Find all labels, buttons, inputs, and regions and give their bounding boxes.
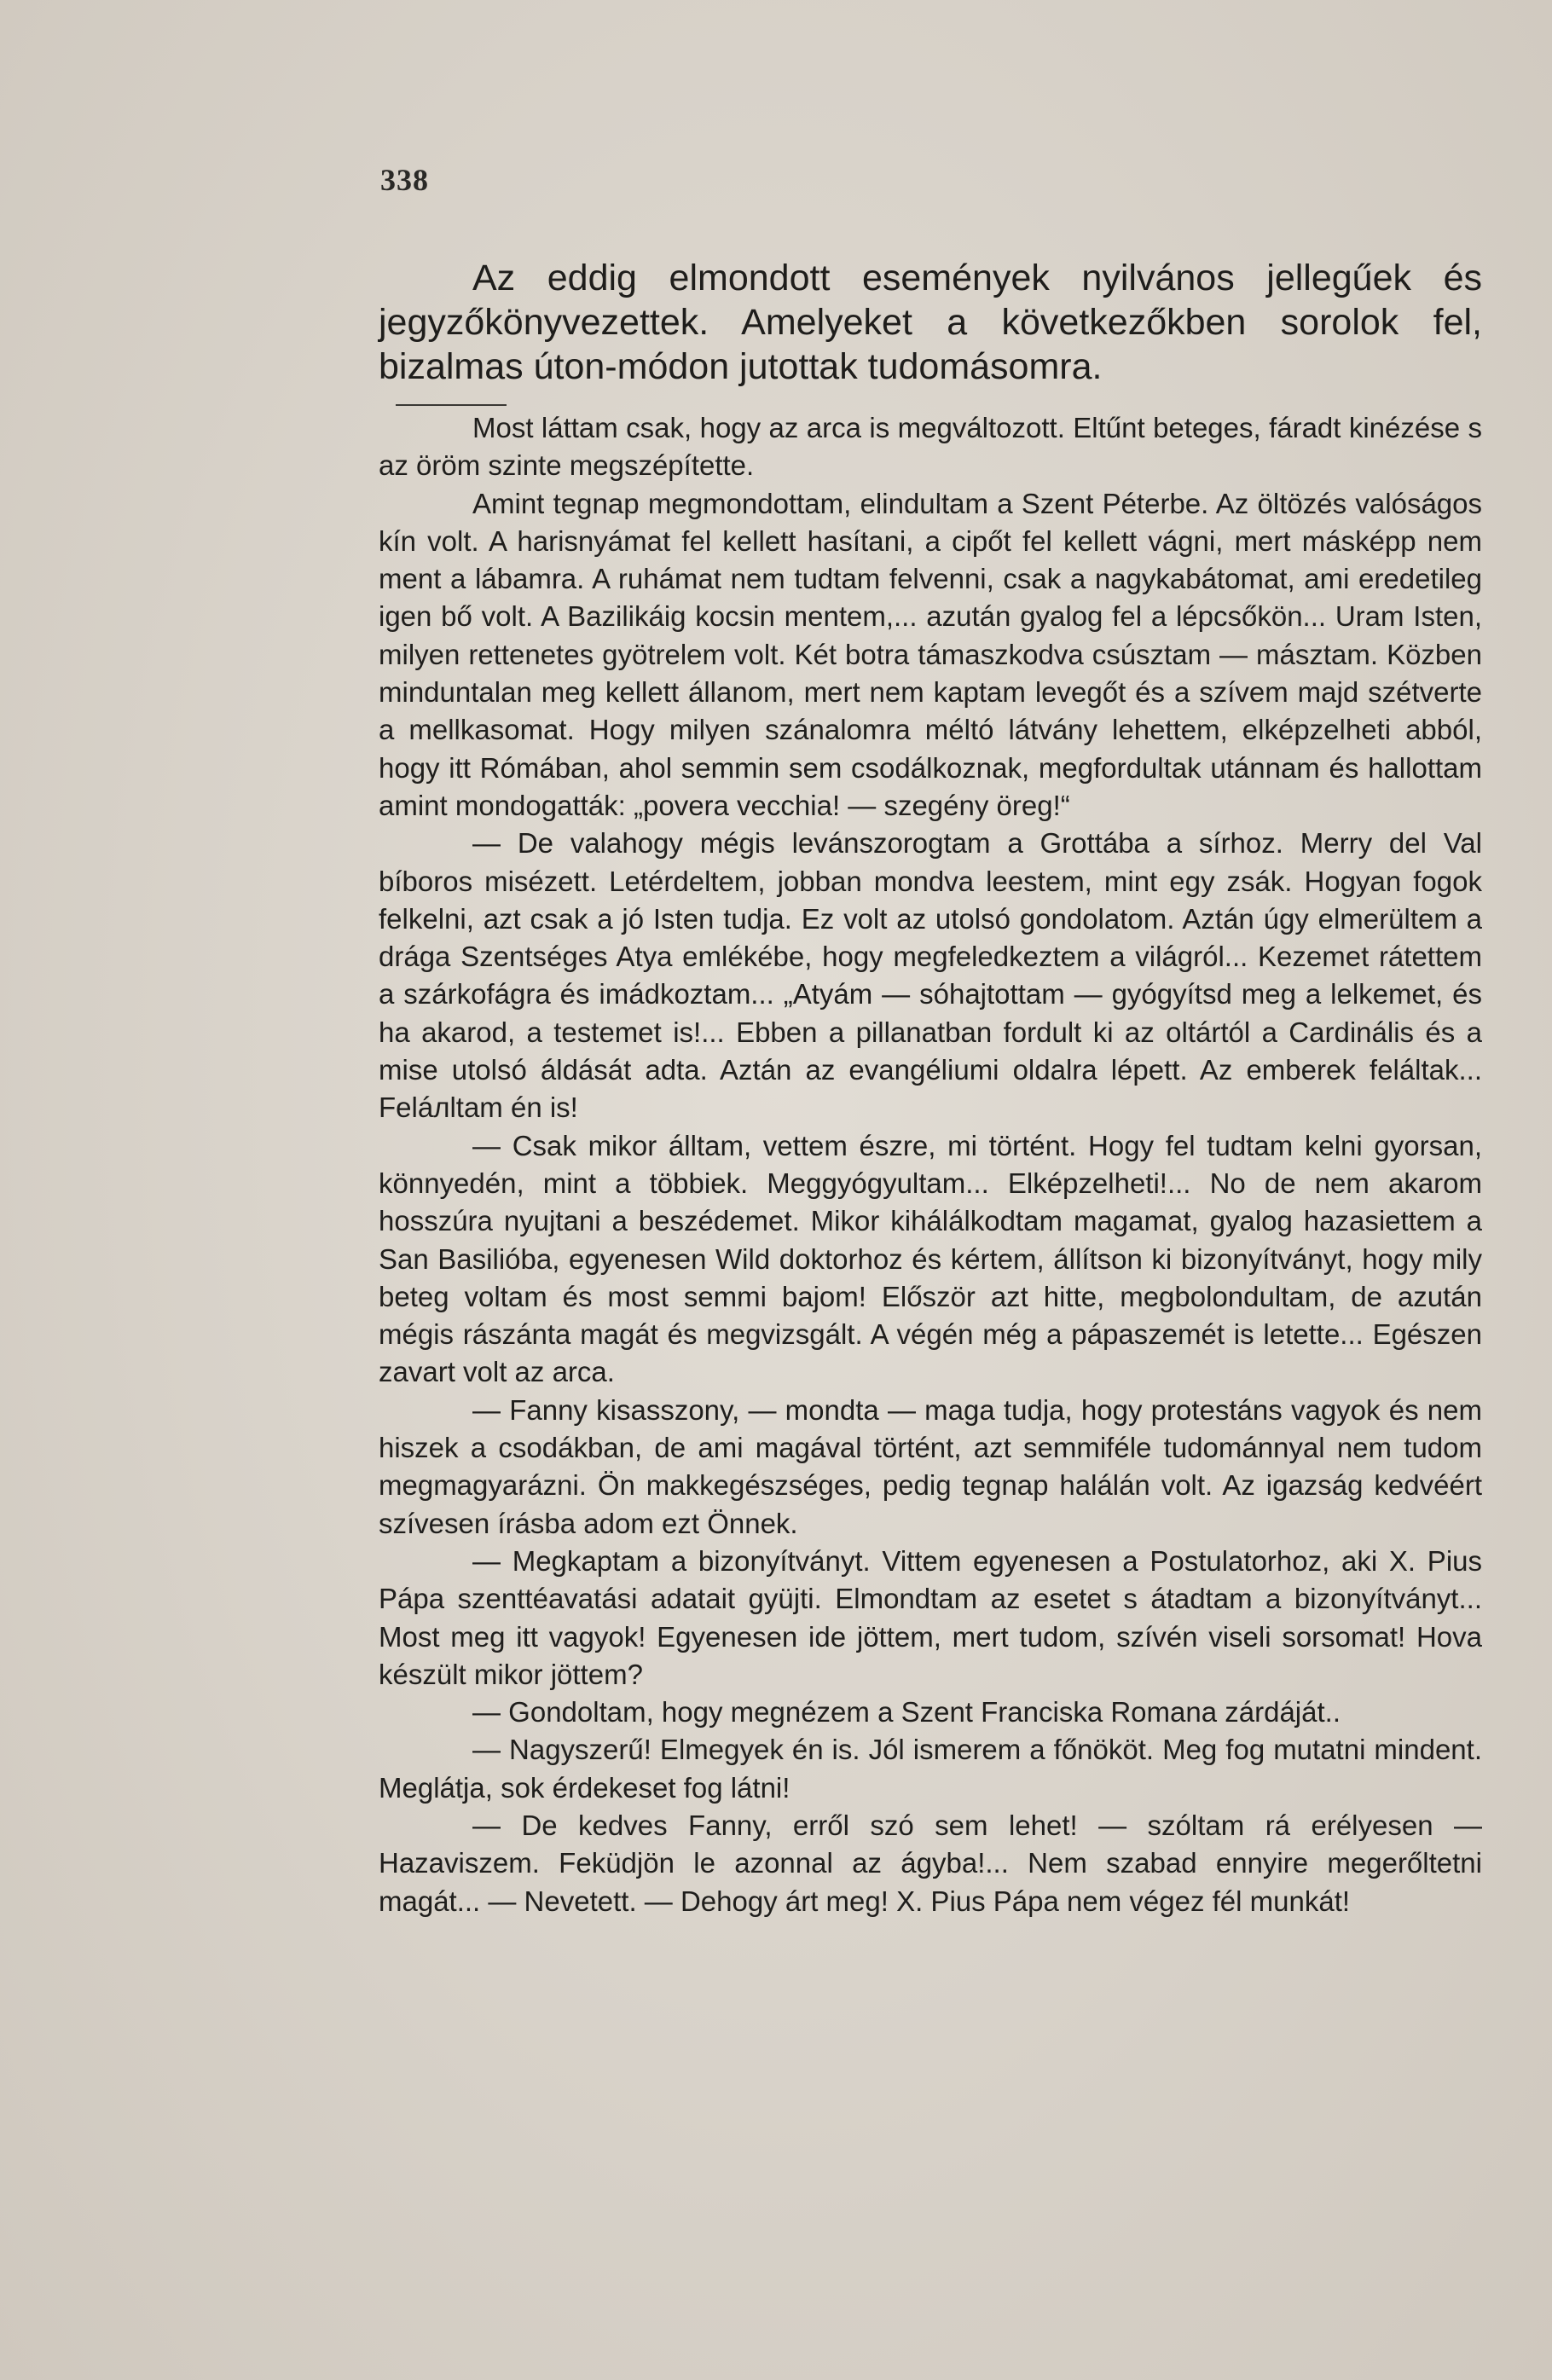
paragraph-9: — De kedves Fanny, erről szó sem lehet! — szóltam rá erélyesen — Hazaviszem. Feküdjön le azonnal az ágyba!... Nem szabad ennyire megerőltetni magát... — Nevetett. — Dehogy árt meg! X. Pius Pápa nem végez fél munkát!: [379, 1809, 1482, 1917]
paragraph-5: — Fanny kisasszony, — mondta — maga tudja, hogy protestáns vagyok és nem hiszek a csodákban, de ami magával történt, azt semmiféle tudománnyal nem tudom megmagyarázni. Ön makkegészséges, pedig tegnap halálán volt. Az igazság kedvéért szívesen írásba adom ezt Önnek.: [379, 1393, 1482, 1539]
paragraph-4: — Csak mikor álltam, vettem észre, mi történt. Hogy fel tudtam kelni gyorsan, könnyedén, mint a többiek. Meggyógyultam... Elképzelheti!... No de nem akarom hosszúra nyujtani a beszédemet. Mikor kihálálkodtam magamat, gyalog hazasiettem a San Basilióba, egyenesen Wild doktorhoz és kértem, állítson ki bizonyítványt, hogy mily beteg voltam és most semmi bajom! Először azt hitte, megbolondultam, de azután mégis rászánta magát és megvizsgált. A végén még a pápaszemét is letette... Egészen zavart volt az arca.: [379, 1129, 1482, 1388]
paragraph-3: — De valahogy mégis levánszorogtam a Grottába a sírhoz. Merry del Val bíboros misézett. Letérdeltem, jobban mondva leestem, mint egy zsák. Hogyan fogok felkelni, azt csak a jó Isten tudja. Ez volt az utolsó gondolatom. Aztán úgy elmerültem a drága Szentséges Atya emlékébe, hogy megfeledkeztem a világról... Kezemet rátettem a szárkofágra és imádkoztam... „Atyám — sóhajtottam — gyógyítsd meg a lelkemet, és ha akarod, a testemet is!... Ebben a pillanatban fordult ki az oltártól a Cardinális és a mise utolsó áldását adta. Aztán az evangéliumi oldalra lépett. Az emberek feláltak... Feláлltam én is!: [379, 827, 1482, 1124]
paragraph-7: — Gondoltam, hogy megnézem a Szent Franciska Romana zárdáját..: [472, 1696, 1341, 1729]
paragraph-1: Most láttam csak, hogy az arca is megváltozott. Eltűnt beteges, fáradt kinézése s az öröm szinte megszépítette.: [379, 412, 1482, 482]
paragraph-8: — Nagyszerű! Elmegyek én is. Jól ismerem a főnököt. Meg fog mutatni mindent. Meglátja, sok érdekeset fog látni!: [379, 1734, 1482, 1804]
separator-line: [396, 404, 507, 406]
page-number: 338: [380, 163, 429, 197]
text-block: [379, 256, 1482, 1920]
paragraph-2: Amint tegnap megmondottam, elindultam a Szent Péterbe. Az öltözés valóságos kín volt. A harisnyámat fel kellett hasítani, a cipőt fel kellett vágni, mert másképp nem ment a lábamra. A ruhámat nem tudtam felvenni, csak a nagykabátomat, ami eredetileg igen bő volt. A Bazilikáig kocsin mentem,... azután gyalog fel a lépcsőkön... Uram Isten, milyen rettenetes gyötrelem volt. Két botra támaszkodva csúsztam — másztam. Közben minduntalan meg kellett állanom, mert nem kaptam levegőt és a szívem majd szétverte a mellkasomat. Hogy milyen szánalomra méltó látvány lehettem, elképzelheti abból, hogy itt Rómában, ahol semmin sem csodálkoznak, megfordultak utánnam és hallottam amint mondogatták: „povera vecchia! — szegény öreg!“: [379, 487, 1482, 821]
intro-paragraph: Az eddig elmondott események nyilvános jellegűek és jegyzőkönyvezettek. Amelyeket a következőkben sorolok fel, bizalmas úton-módon jutottak tudomásomra.: [379, 258, 1482, 387]
paragraph-6: — Megkaptam a bizonyítványt. Vittem egyenesen a Postulatorhoz, aki X. Pius Pápa szenttéavatási adatait gyüjti. Elmondtam az esetet s átadtam a bizonyítványt... Most meg itt vagyok! Egyenesen ide jöttem, mert tudom, szívén viseli sorsomat! Hova készült mikor jöttem?: [379, 1544, 1482, 1690]
